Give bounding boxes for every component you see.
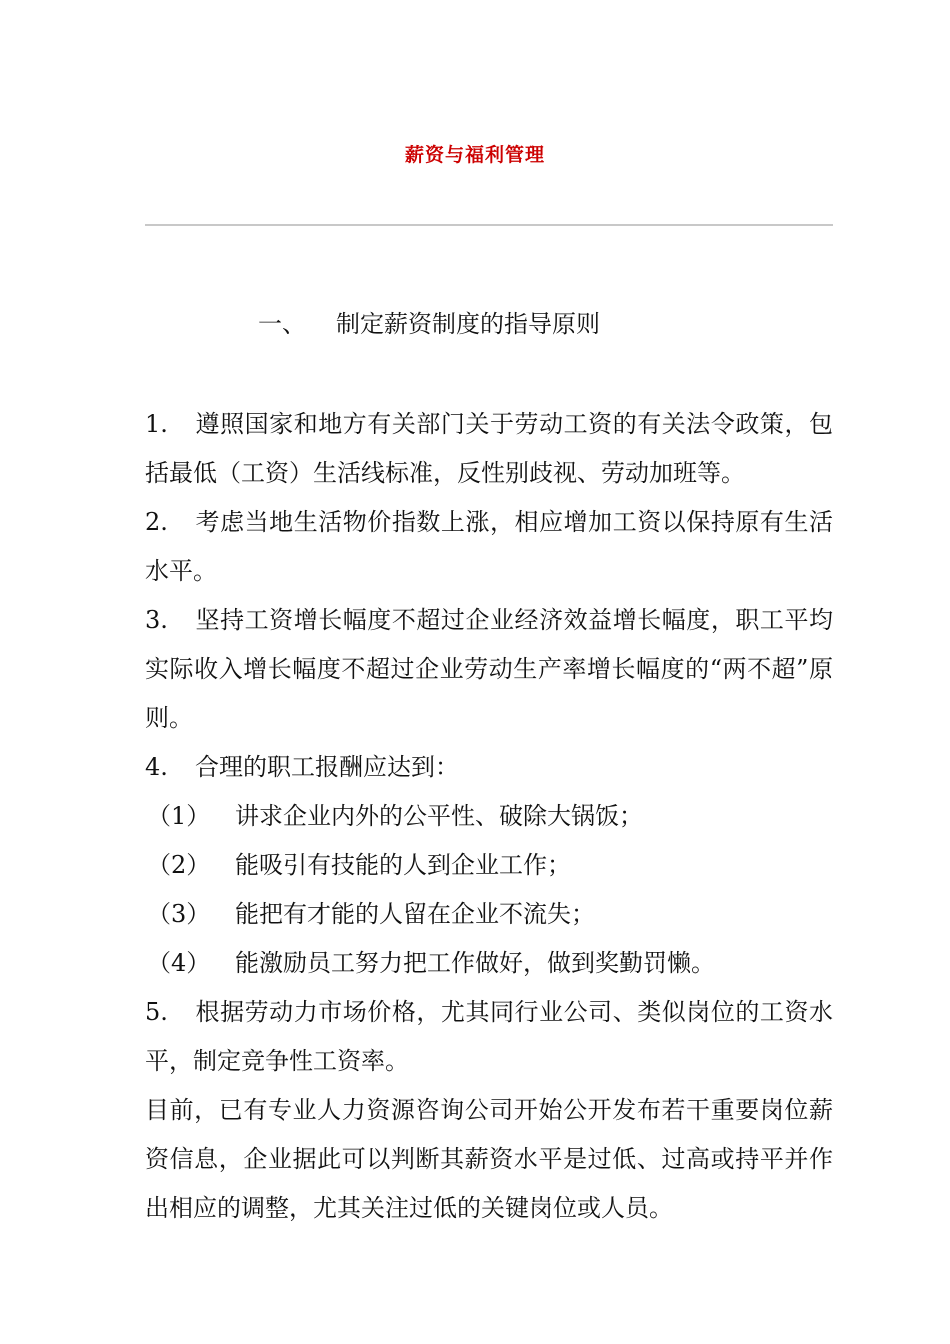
list-item (145, 498, 833, 596)
sub-item-number: （2） (147, 851, 211, 879)
sub-item-text: 讲求企业内外的公平性、破除大锅饭； (235, 802, 643, 830)
sub-item-number: （3） (147, 900, 211, 928)
list-item (145, 743, 833, 792)
item-number: 3. (145, 606, 168, 634)
item-number: 1. (145, 410, 168, 438)
sub-item-number: （4） (147, 949, 211, 977)
item-text: 坚持工资增长幅度不超过企业经济效益增长幅度，职工平均实际收入增长幅度不超过企业劳动生产率增长幅度的“两不超”原则。 (145, 606, 833, 732)
sub-item-text: 能把有才能的人留在企业不流失； (235, 900, 595, 928)
sub-list-item (145, 841, 833, 890)
sub-list-item (145, 792, 833, 841)
sub-list-item (145, 939, 833, 988)
item-text: 合理的职工报酬应达到： (195, 753, 459, 781)
document-body (145, 400, 833, 1233)
sub-item-text: 能激励员工努力把工作做好，做到奖勤罚懒。 (235, 949, 715, 977)
title-divider (145, 224, 833, 226)
section-heading-text: 制定薪资制度的指导原则 (336, 310, 600, 338)
item-text: 遵照国家和地方有关部门关于劳动工资的有关法令政策，包括最低（工资）生活线标准，反性别歧视、劳动加班等。 (145, 410, 833, 487)
page-title: 薪资与福利管理 (404, 144, 545, 166)
section-number: 一、 (258, 310, 306, 338)
list-item (145, 988, 833, 1086)
sub-list-item (145, 890, 833, 939)
item-text: 考虑当地生活物价指数上涨，相应增加工资以保持原有生活水平。 (145, 508, 833, 585)
item-number: 5. (145, 998, 168, 1026)
item-text: 根据劳动力市场价格，尤其同行业公司、类似岗位的工资水平，制定竞争性工资率。 (145, 998, 833, 1075)
item-number: 2. (145, 508, 168, 536)
list-item (145, 596, 833, 743)
closing-paragraph: 目前，已有专业人力资源咨询公司开始公开发布若干重要岗位薪资信息，企业据此可以判断其薪资水平是过低、过高或持平并作出相应的调整，尤其关注过低的关键岗位或人员。 (145, 1096, 833, 1222)
list-item (145, 400, 833, 498)
section-heading (258, 308, 600, 340)
sub-item-text: 能吸引有技能的人到企业工作； (235, 851, 571, 879)
sub-item-number: （1） (147, 802, 211, 830)
item-number: 4. (145, 753, 168, 781)
